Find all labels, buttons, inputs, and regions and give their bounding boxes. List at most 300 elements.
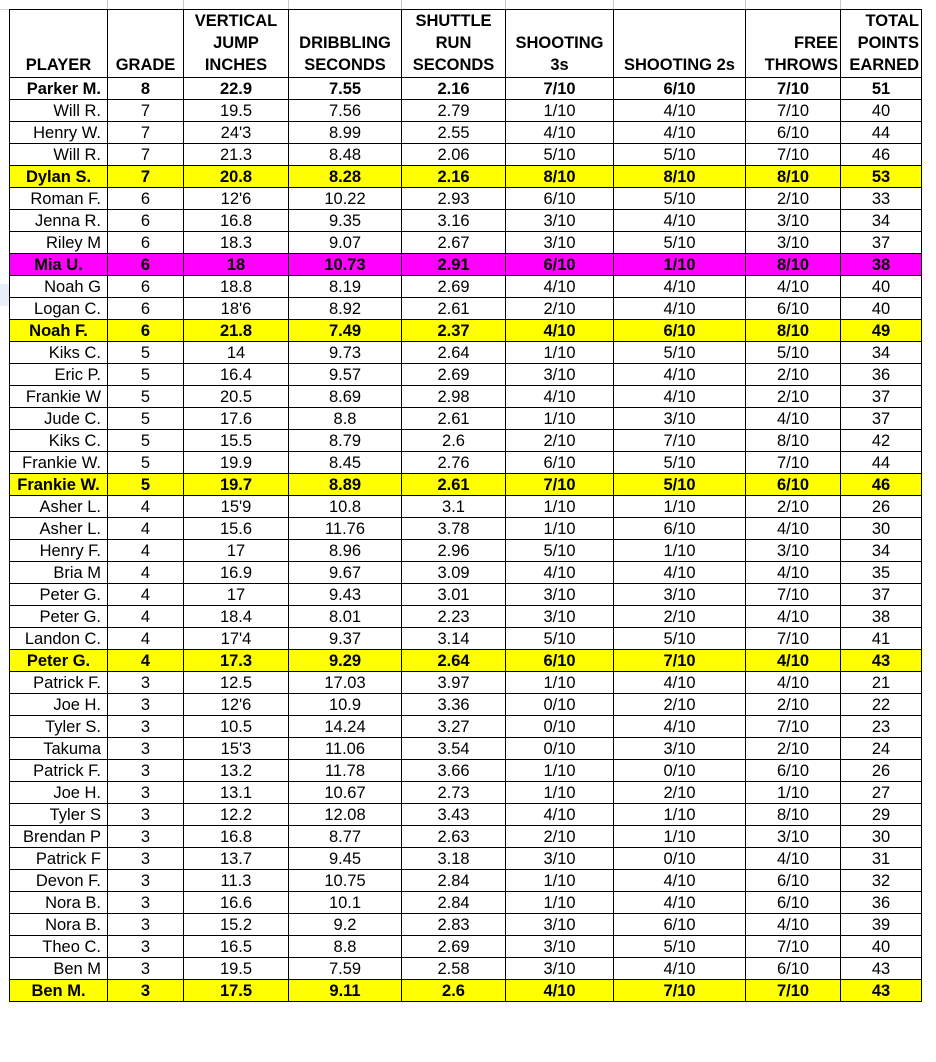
cell-grade[interactable]: 3 [108,826,184,848]
cell-grade[interactable]: 6 [108,210,184,232]
cell-shoot3[interactable]: 2/10 [506,298,614,320]
cell-total[interactable]: 37 [841,584,922,606]
cell-shoot2[interactable]: 5/10 [614,342,746,364]
cell-shoot3[interactable]: 1/10 [506,760,614,782]
cell-ft[interactable]: 5/10 [746,342,841,364]
cell-shoot2[interactable]: 4/10 [614,298,746,320]
cell-vjump[interactable]: 11.3 [184,870,289,892]
cell-shuttle[interactable]: 2.96 [402,540,506,562]
cell-total[interactable]: 39 [841,914,922,936]
cell-shuttle[interactable]: 2.84 [402,870,506,892]
cell-shuttle[interactable]: 2.64 [402,650,506,672]
cell-vjump[interactable]: 16.5 [184,936,289,958]
cell-shuttle[interactable]: 2.79 [402,100,506,122]
cell-dribbling[interactable]: 9.67 [289,562,402,584]
cell-grade[interactable]: 4 [108,606,184,628]
cell-dribbling[interactable]: 8.8 [289,936,402,958]
cell-dribbling[interactable]: 8.45 [289,452,402,474]
cell-ft[interactable]: 1/10 [746,782,841,804]
cell-shoot2[interactable]: 2/10 [614,694,746,716]
cell-shuttle[interactable]: 2.69 [402,364,506,386]
cell-shoot2[interactable]: 7/10 [614,650,746,672]
cell-shoot3[interactable]: 0/10 [506,716,614,738]
cell-shuttle[interactable]: 2.69 [402,936,506,958]
header-grade[interactable]: GRADE [108,10,184,78]
cell-ft[interactable]: 8/10 [746,166,841,188]
cell-shoot2[interactable]: 4/10 [614,672,746,694]
cell-shoot2[interactable]: 5/10 [614,452,746,474]
cell-grade[interactable]: 7 [108,166,184,188]
cell-grade[interactable]: 8 [108,78,184,100]
cell-total[interactable]: 37 [841,386,922,408]
cell-dribbling[interactable]: 11.76 [289,518,402,540]
cell-ft[interactable]: 3/10 [746,540,841,562]
cell-player[interactable]: Patrick F. [10,672,108,694]
cell-player[interactable]: Will R. [10,100,108,122]
cell-ft[interactable]: 7/10 [746,100,841,122]
cell-grade[interactable]: 5 [108,364,184,386]
cell-vjump[interactable]: 18.8 [184,276,289,298]
cell-dribbling[interactable]: 9.2 [289,914,402,936]
cell-ft[interactable]: 7/10 [746,936,841,958]
cell-shoot3[interactable]: 1/10 [506,408,614,430]
cell-shuttle[interactable]: 3.54 [402,738,506,760]
cell-player[interactable]: Frankie W. [10,452,108,474]
cell-player[interactable]: Asher L. [10,496,108,518]
cell-vjump[interactable]: 20.5 [184,386,289,408]
cell-ft[interactable]: 3/10 [746,232,841,254]
cell-grade[interactable]: 5 [108,452,184,474]
cell-shuttle[interactable]: 2.06 [402,144,506,166]
cell-grade[interactable]: 6 [108,276,184,298]
cell-shoot2[interactable]: 4/10 [614,562,746,584]
cell-shuttle[interactable]: 2.61 [402,298,506,320]
cell-player[interactable]: Dylan S. [10,166,108,188]
cell-vjump[interactable]: 15.5 [184,430,289,452]
cell-vjump[interactable]: 18 [184,254,289,276]
cell-shoot3[interactable]: 5/10 [506,540,614,562]
cell-dribbling[interactable]: 7.49 [289,320,402,342]
cell-shoot3[interactable]: 3/10 [506,232,614,254]
header-player[interactable]: PLAYER [10,10,108,78]
cell-grade[interactable]: 7 [108,122,184,144]
cell-dribbling[interactable]: 9.29 [289,650,402,672]
cell-player[interactable]: Nora B. [10,914,108,936]
cell-player[interactable]: Mia U. [10,254,108,276]
cell-total[interactable]: 44 [841,122,922,144]
cell-grade[interactable]: 3 [108,870,184,892]
cell-ft[interactable]: 4/10 [746,276,841,298]
cell-player[interactable]: Noah G [10,276,108,298]
cell-vjump[interactable]: 16.4 [184,364,289,386]
cell-shoot3[interactable]: 6/10 [506,650,614,672]
cell-shoot2[interactable]: 8/10 [614,166,746,188]
cell-shuttle[interactable]: 2.69 [402,276,506,298]
cell-shuttle[interactable]: 2.6 [402,980,506,1002]
cell-shoot3[interactable]: 3/10 [506,210,614,232]
cell-grade[interactable]: 3 [108,672,184,694]
cell-vjump[interactable]: 21.8 [184,320,289,342]
cell-shuttle[interactable]: 3.97 [402,672,506,694]
cell-shoot2[interactable]: 6/10 [614,78,746,100]
cell-player[interactable]: Peter G. [10,606,108,628]
cell-vjump[interactable]: 15'3 [184,738,289,760]
cell-shoot2[interactable]: 0/10 [614,760,746,782]
cell-vjump[interactable]: 15.6 [184,518,289,540]
cell-vjump[interactable]: 17.5 [184,980,289,1002]
cell-shoot2[interactable]: 1/10 [614,254,746,276]
cell-shoot3[interactable]: 2/10 [506,430,614,452]
cell-total[interactable]: 40 [841,276,922,298]
cell-total[interactable]: 42 [841,430,922,452]
cell-total[interactable]: 22 [841,694,922,716]
cell-ft[interactable]: 6/10 [746,474,841,496]
cell-vjump[interactable]: 21.3 [184,144,289,166]
cell-ft[interactable]: 6/10 [746,958,841,980]
cell-shoot3[interactable]: 6/10 [506,188,614,210]
cell-shuttle[interactable]: 2.76 [402,452,506,474]
cell-dribbling[interactable]: 10.8 [289,496,402,518]
cell-grade[interactable]: 4 [108,584,184,606]
cell-player[interactable]: Logan C. [10,298,108,320]
cell-dribbling[interactable]: 9.07 [289,232,402,254]
cell-player[interactable]: Ben M. [10,980,108,1002]
cell-dribbling[interactable]: 17.03 [289,672,402,694]
cell-grade[interactable]: 3 [108,958,184,980]
cell-grade[interactable]: 3 [108,914,184,936]
cell-ft[interactable]: 6/10 [746,122,841,144]
cell-vjump[interactable]: 13.1 [184,782,289,804]
cell-dribbling[interactable]: 8.79 [289,430,402,452]
cell-player[interactable]: Patrick F [10,848,108,870]
cell-shoot2[interactable]: 2/10 [614,782,746,804]
cell-shoot2[interactable]: 1/10 [614,540,746,562]
cell-grade[interactable]: 6 [108,298,184,320]
cell-player[interactable]: Frankie W [10,386,108,408]
cell-shoot3[interactable]: 1/10 [506,342,614,364]
cell-player[interactable]: Henry W. [10,122,108,144]
cell-ft[interactable]: 6/10 [746,870,841,892]
cell-player[interactable]: Kiks C. [10,430,108,452]
cell-shoot2[interactable]: 5/10 [614,628,746,650]
cell-player[interactable]: Joe H. [10,782,108,804]
cell-vjump[interactable]: 17 [184,584,289,606]
cell-vjump[interactable]: 16.8 [184,210,289,232]
cell-shuttle[interactable]: 2.91 [402,254,506,276]
cell-ft[interactable]: 6/10 [746,892,841,914]
cell-shuttle[interactable]: 3.36 [402,694,506,716]
cell-player[interactable]: Takuma [10,738,108,760]
cell-shoot3[interactable]: 3/10 [506,364,614,386]
cell-shoot2[interactable]: 3/10 [614,738,746,760]
cell-dribbling[interactable]: 8.99 [289,122,402,144]
cell-ft[interactable]: 2/10 [746,694,841,716]
cell-dribbling[interactable]: 10.67 [289,782,402,804]
cell-vjump[interactable]: 17.3 [184,650,289,672]
cell-total[interactable]: 23 [841,716,922,738]
cell-shoot3[interactable]: 1/10 [506,496,614,518]
cell-grade[interactable]: 7 [108,100,184,122]
cell-total[interactable]: 24 [841,738,922,760]
cell-vjump[interactable]: 18'6 [184,298,289,320]
cell-vjump[interactable]: 19.7 [184,474,289,496]
cell-vjump[interactable]: 12.2 [184,804,289,826]
cell-ft[interactable]: 8/10 [746,254,841,276]
cell-shoot3[interactable]: 3/10 [506,848,614,870]
cell-total[interactable]: 35 [841,562,922,584]
cell-grade[interactable]: 7 [108,144,184,166]
cell-total[interactable]: 46 [841,474,922,496]
cell-shoot3[interactable]: 4/10 [506,276,614,298]
cell-dribbling[interactable]: 8.92 [289,298,402,320]
cell-shuttle[interactable]: 3.09 [402,562,506,584]
cell-grade[interactable]: 3 [108,892,184,914]
cell-ft[interactable]: 2/10 [746,496,841,518]
cell-shuttle[interactable]: 2.61 [402,408,506,430]
cell-grade[interactable]: 3 [108,716,184,738]
cell-player[interactable]: Jude C. [10,408,108,430]
cell-shuttle[interactable]: 2.83 [402,914,506,936]
cell-vjump[interactable]: 17'4 [184,628,289,650]
cell-player[interactable]: Peter G. [10,650,108,672]
cell-shoot2[interactable]: 3/10 [614,584,746,606]
cell-player[interactable]: Joe H. [10,694,108,716]
cell-ft[interactable]: 7/10 [746,78,841,100]
cell-ft[interactable]: 8/10 [746,804,841,826]
cell-shoot2[interactable]: 3/10 [614,408,746,430]
cell-ft[interactable]: 8/10 [746,320,841,342]
cell-ft[interactable]: 4/10 [746,914,841,936]
cell-shoot2[interactable]: 4/10 [614,716,746,738]
cell-grade[interactable]: 5 [108,474,184,496]
cell-vjump[interactable]: 14 [184,342,289,364]
cell-player[interactable]: Kiks C. [10,342,108,364]
cell-shoot3[interactable]: 4/10 [506,386,614,408]
cell-dribbling[interactable]: 9.11 [289,980,402,1002]
cell-dribbling[interactable]: 8.96 [289,540,402,562]
cell-shoot3[interactable]: 5/10 [506,628,614,650]
cell-dribbling[interactable]: 9.57 [289,364,402,386]
cell-shoot3[interactable]: 1/10 [506,870,614,892]
cell-shoot2[interactable]: 5/10 [614,188,746,210]
cell-grade[interactable]: 3 [108,804,184,826]
cell-ft[interactable]: 7/10 [746,584,841,606]
cell-ft[interactable]: 6/10 [746,760,841,782]
cell-shoot3[interactable]: 2/10 [506,826,614,848]
cell-dribbling[interactable]: 8.01 [289,606,402,628]
cell-dribbling[interactable]: 7.55 [289,78,402,100]
cell-shuttle[interactable]: 3.16 [402,210,506,232]
cell-total[interactable]: 26 [841,760,922,782]
header-shooting-3s[interactable]: SHOOTING 3s [506,10,614,78]
cell-shuttle[interactable]: 3.43 [402,804,506,826]
cell-vjump[interactable]: 24'3 [184,122,289,144]
cell-grade[interactable]: 4 [108,540,184,562]
header-shuttle-run[interactable]: SHUTTLE RUN SECONDS [402,10,506,78]
cell-total[interactable]: 27 [841,782,922,804]
cell-ft[interactable]: 2/10 [746,188,841,210]
cell-ft[interactable]: 3/10 [746,210,841,232]
cell-shuttle[interactable]: 2.73 [402,782,506,804]
cell-ft[interactable]: 7/10 [746,628,841,650]
cell-dribbling[interactable]: 7.56 [289,100,402,122]
cell-dribbling[interactable]: 9.73 [289,342,402,364]
cell-ft[interactable]: 6/10 [746,298,841,320]
cell-shuttle[interactable]: 3.1 [402,496,506,518]
cell-shoot2[interactable]: 6/10 [614,320,746,342]
cell-grade[interactable]: 3 [108,848,184,870]
cell-player[interactable]: Roman F. [10,188,108,210]
cell-shuttle[interactable]: 3.27 [402,716,506,738]
cell-grade[interactable]: 3 [108,694,184,716]
cell-total[interactable]: 44 [841,452,922,474]
cell-total[interactable]: 43 [841,958,922,980]
cell-ft[interactable]: 4/10 [746,606,841,628]
cell-total[interactable]: 36 [841,364,922,386]
cell-dribbling[interactable]: 9.45 [289,848,402,870]
cell-shoot3[interactable]: 7/10 [506,474,614,496]
cell-total[interactable]: 29 [841,804,922,826]
cell-shoot3[interactable]: 3/10 [506,936,614,958]
cell-grade[interactable]: 4 [108,562,184,584]
cell-total[interactable]: 49 [841,320,922,342]
cell-ft[interactable]: 4/10 [746,518,841,540]
cell-vjump[interactable]: 12'6 [184,694,289,716]
cell-grade[interactable]: 4 [108,628,184,650]
cell-vjump[interactable]: 16.9 [184,562,289,584]
cell-vjump[interactable]: 13.2 [184,760,289,782]
cell-shoot2[interactable]: 5/10 [614,144,746,166]
cell-shuttle[interactable]: 2.6 [402,430,506,452]
cell-shuttle[interactable]: 3.14 [402,628,506,650]
cell-grade[interactable]: 6 [108,254,184,276]
cell-player[interactable]: Henry F. [10,540,108,562]
cell-shoot2[interactable]: 4/10 [614,122,746,144]
cell-vjump[interactable]: 19.5 [184,958,289,980]
cell-dribbling[interactable]: 8.89 [289,474,402,496]
cell-shoot2[interactable]: 4/10 [614,210,746,232]
cell-shoot3[interactable]: 6/10 [506,254,614,276]
cell-shoot2[interactable]: 4/10 [614,276,746,298]
cell-ft[interactable]: 4/10 [746,848,841,870]
cell-ft[interactable]: 2/10 [746,364,841,386]
cell-total[interactable]: 34 [841,210,922,232]
cell-shuttle[interactable]: 2.23 [402,606,506,628]
cell-shoot3[interactable]: 0/10 [506,738,614,760]
cell-shoot2[interactable]: 7/10 [614,430,746,452]
cell-player[interactable]: Landon C. [10,628,108,650]
cell-vjump[interactable]: 13.7 [184,848,289,870]
cell-total[interactable]: 40 [841,936,922,958]
cell-shoot3[interactable]: 4/10 [506,804,614,826]
cell-shoot3[interactable]: 3/10 [506,606,614,628]
cell-vjump[interactable]: 15.2 [184,914,289,936]
cell-shoot2[interactable]: 4/10 [614,958,746,980]
cell-total[interactable]: 41 [841,628,922,650]
cell-vjump[interactable]: 18.3 [184,232,289,254]
cell-dribbling[interactable]: 8.28 [289,166,402,188]
cell-shoot3[interactable]: 7/10 [506,78,614,100]
cell-dribbling[interactable]: 10.73 [289,254,402,276]
cell-shuttle[interactable]: 2.93 [402,188,506,210]
cell-shoot2[interactable]: 5/10 [614,474,746,496]
cell-vjump[interactable]: 10.5 [184,716,289,738]
cell-dribbling[interactable]: 9.43 [289,584,402,606]
cell-shoot3[interactable]: 1/10 [506,782,614,804]
cell-grade[interactable]: 4 [108,650,184,672]
cell-ft[interactable]: 7/10 [746,716,841,738]
cell-total[interactable]: 32 [841,870,922,892]
cell-shoot3[interactable]: 1/10 [506,672,614,694]
cell-total[interactable]: 38 [841,606,922,628]
cell-dribbling[interactable]: 10.75 [289,870,402,892]
cell-dribbling[interactable]: 7.59 [289,958,402,980]
cell-player[interactable]: Frankie W. [10,474,108,496]
cell-ft[interactable]: 4/10 [746,408,841,430]
cell-ft[interactable]: 2/10 [746,738,841,760]
cell-shoot2[interactable]: 6/10 [614,518,746,540]
cell-grade[interactable]: 4 [108,518,184,540]
cell-shuttle[interactable]: 2.84 [402,892,506,914]
cell-shoot2[interactable]: 7/10 [614,980,746,1002]
cell-shoot3[interactable]: 8/10 [506,166,614,188]
cell-shoot2[interactable]: 6/10 [614,914,746,936]
cell-grade[interactable]: 6 [108,188,184,210]
cell-total[interactable]: 34 [841,540,922,562]
cell-shoot3[interactable]: 1/10 [506,892,614,914]
cell-player[interactable]: Tyler S [10,804,108,826]
cell-total[interactable]: 51 [841,78,922,100]
cell-shoot2[interactable]: 1/10 [614,826,746,848]
cell-vjump[interactable]: 19.9 [184,452,289,474]
cell-total[interactable]: 53 [841,166,922,188]
cell-shuttle[interactable]: 3.66 [402,760,506,782]
cell-vjump[interactable]: 17.6 [184,408,289,430]
cell-player[interactable]: Tyler S. [10,716,108,738]
cell-grade[interactable]: 6 [108,320,184,342]
cell-shoot3[interactable]: 4/10 [506,562,614,584]
cell-grade[interactable]: 3 [108,980,184,1002]
cell-vjump[interactable]: 12.5 [184,672,289,694]
cell-ft[interactable]: 3/10 [746,826,841,848]
cell-vjump[interactable]: 17 [184,540,289,562]
cell-ft[interactable]: 4/10 [746,562,841,584]
cell-shoot2[interactable]: 5/10 [614,232,746,254]
cell-vjump[interactable]: 19.5 [184,100,289,122]
cell-player[interactable]: Riley M [10,232,108,254]
cell-dribbling[interactable]: 11.78 [289,760,402,782]
cell-shoot3[interactable]: 1/10 [506,100,614,122]
cell-vjump[interactable]: 12'6 [184,188,289,210]
cell-player[interactable]: Brendan P [10,826,108,848]
cell-player[interactable]: Ben M [10,958,108,980]
cell-vjump[interactable]: 22.9 [184,78,289,100]
cell-dribbling[interactable]: 8.69 [289,386,402,408]
cell-total[interactable]: 26 [841,496,922,518]
header-free-throws[interactable]: FREE THROWS [746,10,841,78]
cell-dribbling[interactable]: 9.37 [289,628,402,650]
cell-grade[interactable]: 3 [108,738,184,760]
cell-shoot2[interactable]: 1/10 [614,804,746,826]
cell-grade[interactable]: 3 [108,936,184,958]
cell-dribbling[interactable]: 8.77 [289,826,402,848]
cell-ft[interactable]: 4/10 [746,672,841,694]
cell-shoot2[interactable]: 2/10 [614,606,746,628]
cell-vjump[interactable]: 16.8 [184,826,289,848]
header-total-points[interactable]: TOTAL POINTS EARNED [841,10,922,78]
cell-shoot3[interactable]: 1/10 [506,518,614,540]
cell-shoot3[interactable]: 6/10 [506,452,614,474]
